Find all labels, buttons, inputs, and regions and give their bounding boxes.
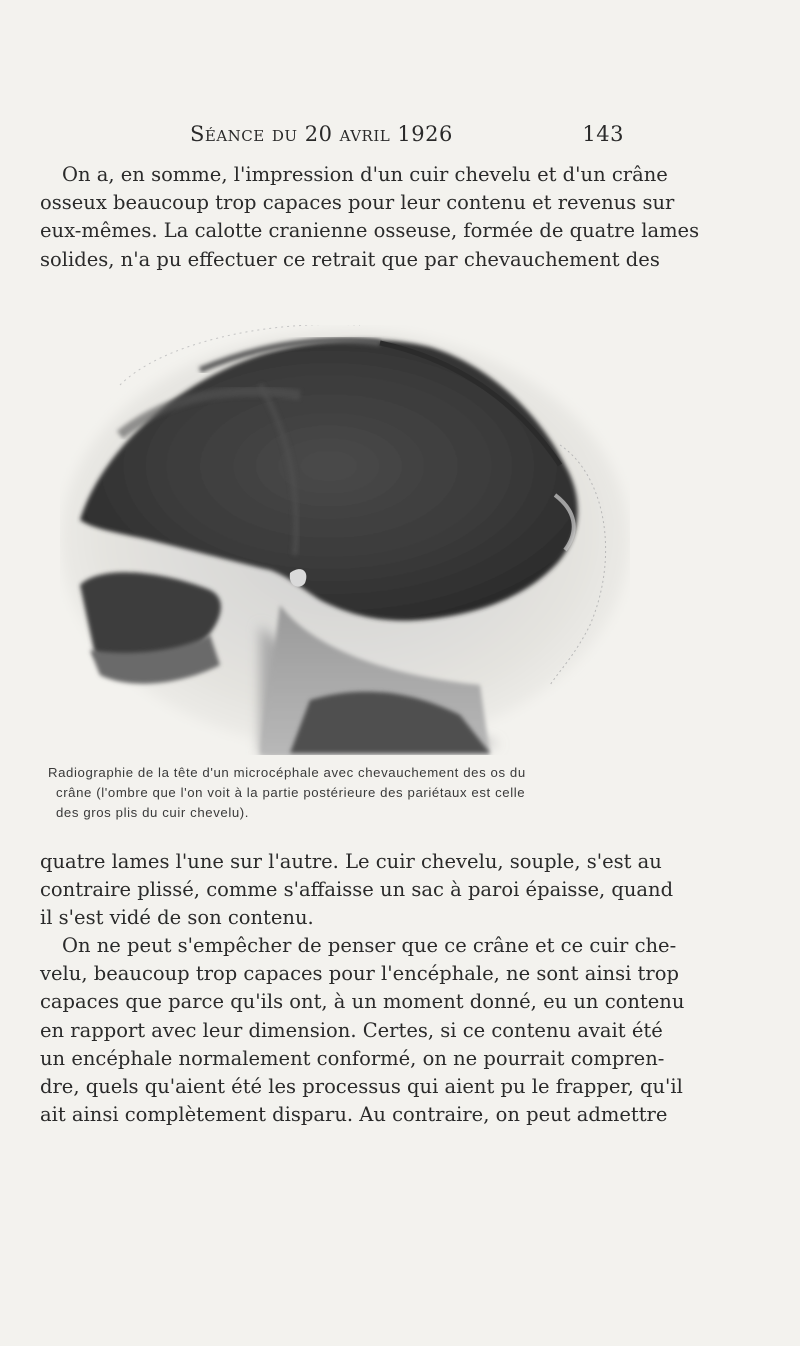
text-line: velu, beaucoup trop capaces pour l'encéphale, ne sont ainsi trop	[40, 962, 679, 986]
caption-line: des gros plis du cuir chevelu).	[56, 805, 250, 820]
paragraph-3	[40, 932, 685, 1129]
text-line: dre, quels qu'aient été les processus qui aient pu le frapper, qu'il	[40, 1075, 683, 1099]
caption-line: Radiographie de la tête d'un microcéphale avec chevauchement des os du	[48, 765, 526, 780]
figure-caption	[48, 763, 628, 823]
text-line: On a, en somme, l'impression d'un cuir chevelu et d'un crâne	[62, 163, 668, 186]
text-line: contraire plissé, comme s'affaisse un sac à paroi épaisse, quand	[40, 878, 674, 902]
running-title: Séance du 20 avril 1926	[190, 122, 453, 146]
text-line: ait ainsi complètement disparu. Au contraire, on peut admettre	[40, 1103, 668, 1127]
text-line: On ne peut s'empêcher de penser que ce crâne et ce cuir che-	[62, 934, 677, 957]
paragraph-2	[40, 848, 674, 933]
paragraph-1	[40, 161, 700, 274]
radiograph-figure	[60, 325, 630, 755]
text-line: osseux beaucoup trop capaces pour leur contenu et revenus sur	[40, 191, 675, 215]
text-line: il s'est vidé de son contenu.	[40, 906, 314, 930]
text-line: eux-mêmes. La calotte cranienne osseuse, formée de quatre lames	[40, 219, 700, 243]
radiograph-image	[60, 325, 630, 755]
text-line: capaces que parce qu'ils ont, à un moment donné, eu un contenu	[40, 990, 685, 1014]
page-number: 143	[582, 122, 624, 146]
text-line: solides, n'a pu effectuer ce retrait que par chevauchement des	[40, 247, 660, 271]
caption-line: crâne (l'ombre que l'on voit à la partie postérieure des pariétaux est celle	[56, 785, 526, 800]
text-line: en rapport avec leur dimension. Certes, si ce contenu avait été	[40, 1018, 663, 1042]
text-line: quatre lames l'une sur l'autre. Le cuir chevelu, souple, s'est au	[40, 850, 662, 873]
running-header	[190, 122, 630, 146]
text-line: un encéphale normalement conformé, on ne pourrait compren-	[40, 1046, 665, 1070]
